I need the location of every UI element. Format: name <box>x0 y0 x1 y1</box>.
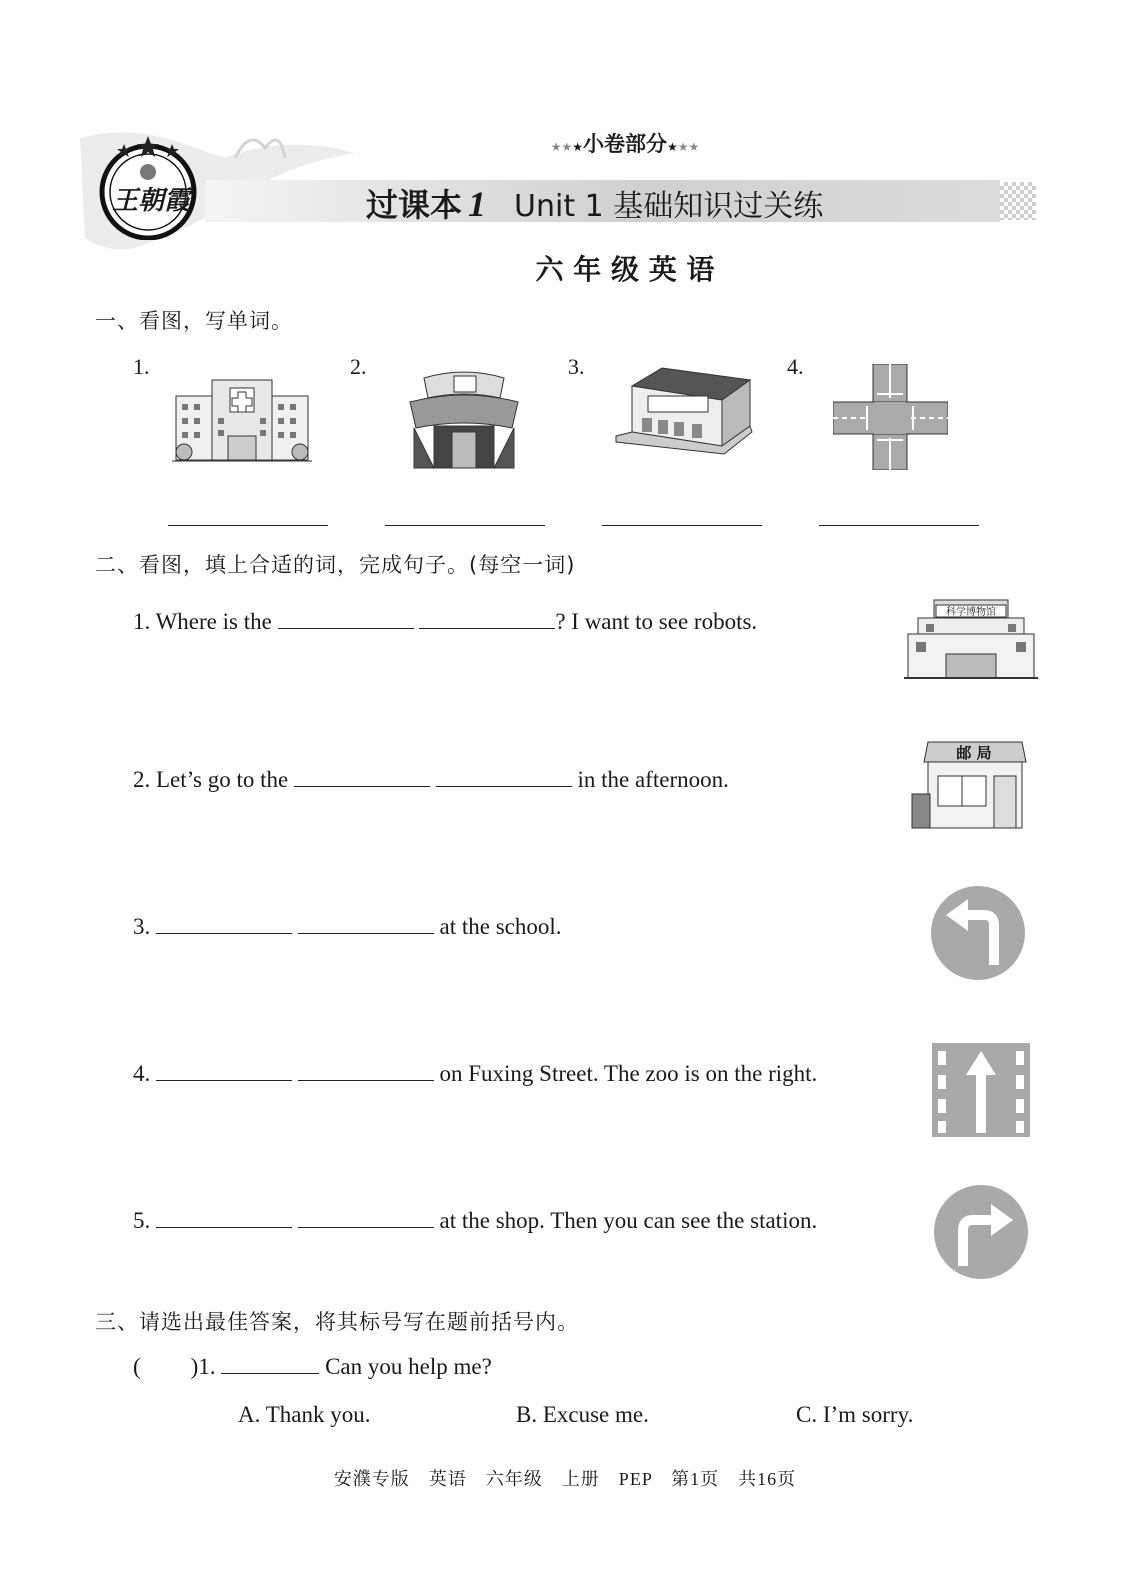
bookstore-icon <box>404 368 524 473</box>
question-text-before: Let’s go to the <box>156 767 289 792</box>
option-b: B. Excuse me. <box>516 1402 649 1427</box>
post-office-icon <box>910 738 1028 830</box>
question-text-before: Where is the <box>155 609 272 634</box>
answer-blank[interactable] <box>298 1060 434 1081</box>
answer-blank[interactable] <box>156 1060 292 1081</box>
hospital-icon <box>172 374 312 466</box>
question-text-after: in the afternoon. <box>577 767 729 792</box>
s1-item-num: 2. <box>350 354 367 379</box>
question-number: 3. <box>133 914 151 939</box>
section2-heading: 二、看图，填上合适的词，完成句子。(每空一词) <box>95 553 576 577</box>
s3-question <box>133 1353 492 1380</box>
s2-question <box>133 913 562 940</box>
answer-blank[interactable] <box>419 608 555 629</box>
answer-blank[interactable] <box>298 1207 434 1228</box>
s1-item-num: 3. <box>568 354 585 379</box>
question-text-after: at the shop. Then you can see the station. <box>439 1208 818 1233</box>
answer-blank[interactable] <box>156 1207 292 1228</box>
answer-blank[interactable] <box>298 913 434 934</box>
s1-item-num: 4. <box>787 354 804 379</box>
answer-blank[interactable] <box>168 525 328 526</box>
option-a: A. Thank you. <box>238 1402 371 1427</box>
question-text-after: at the school. <box>439 914 562 939</box>
question-number: 2. <box>133 767 151 792</box>
s2-question <box>133 1207 817 1234</box>
question-number: )1. <box>190 1354 216 1379</box>
answer-blank[interactable] <box>602 525 762 526</box>
answer-blank[interactable] <box>221 1353 319 1374</box>
s2-question <box>133 766 729 793</box>
turn-right-icon <box>933 1184 1029 1280</box>
option-c: C. I’m sorry. <box>796 1402 914 1427</box>
crossing-icon <box>833 364 948 470</box>
question-text: Can you help me? <box>325 1354 492 1379</box>
answer-blank[interactable] <box>294 766 430 787</box>
kicker-stars-left: ★★ <box>550 140 573 154</box>
go-straight-icon <box>932 1043 1030 1137</box>
question-text-after: on Fuxing Street. The zoo is on the right. <box>439 1061 818 1086</box>
question-number: 5. <box>133 1208 151 1233</box>
s2-question <box>133 608 757 635</box>
answer-blank[interactable] <box>278 608 414 629</box>
title-prefix: 过课本 <box>366 186 463 224</box>
section1-heading: 一、看图，写单词。 <box>95 309 293 333</box>
question-number: 1. <box>133 609 151 634</box>
title-number: 1 <box>468 184 487 224</box>
page-footer: 安濮专版 英语 六年级 上册 PEP 第1页 共16页 <box>333 1469 797 1489</box>
subtitle: 六 年 级 英 语 <box>535 253 715 286</box>
answer-blank[interactable] <box>436 766 572 787</box>
section3-heading: 三、请选出最佳答案，将其标号写在题前括号内。 <box>95 1310 579 1334</box>
answer-blank[interactable] <box>385 525 545 526</box>
kicker: ★★★小卷部分★★★ <box>550 132 700 156</box>
s2-question <box>133 1060 817 1087</box>
cinema-icon <box>612 366 754 462</box>
question-text-after: ? I want to see robots. <box>555 609 758 634</box>
post-office-label: 邮 局 <box>956 744 992 762</box>
brand-logo-text: 王朝霞 <box>111 186 190 216</box>
answer-blank[interactable] <box>156 913 292 934</box>
kicker-text: 小卷部分 <box>583 132 667 156</box>
answer-blank[interactable] <box>819 525 979 526</box>
turn-left-icon <box>930 885 1026 981</box>
answer-paren-open[interactable]: ( <box>133 1354 141 1379</box>
science-museum-icon <box>904 598 1038 684</box>
title-rest: Unit 1 基础知识过关练 <box>514 189 824 224</box>
kicker-stars-right: ★★ <box>677 140 700 154</box>
s1-item-num: 1. <box>133 354 150 379</box>
page-title <box>366 180 823 226</box>
band-checker-pattern <box>1000 182 1036 220</box>
science-museum-label: 科学博物馆 <box>946 607 996 618</box>
question-number: 4. <box>133 1061 151 1086</box>
